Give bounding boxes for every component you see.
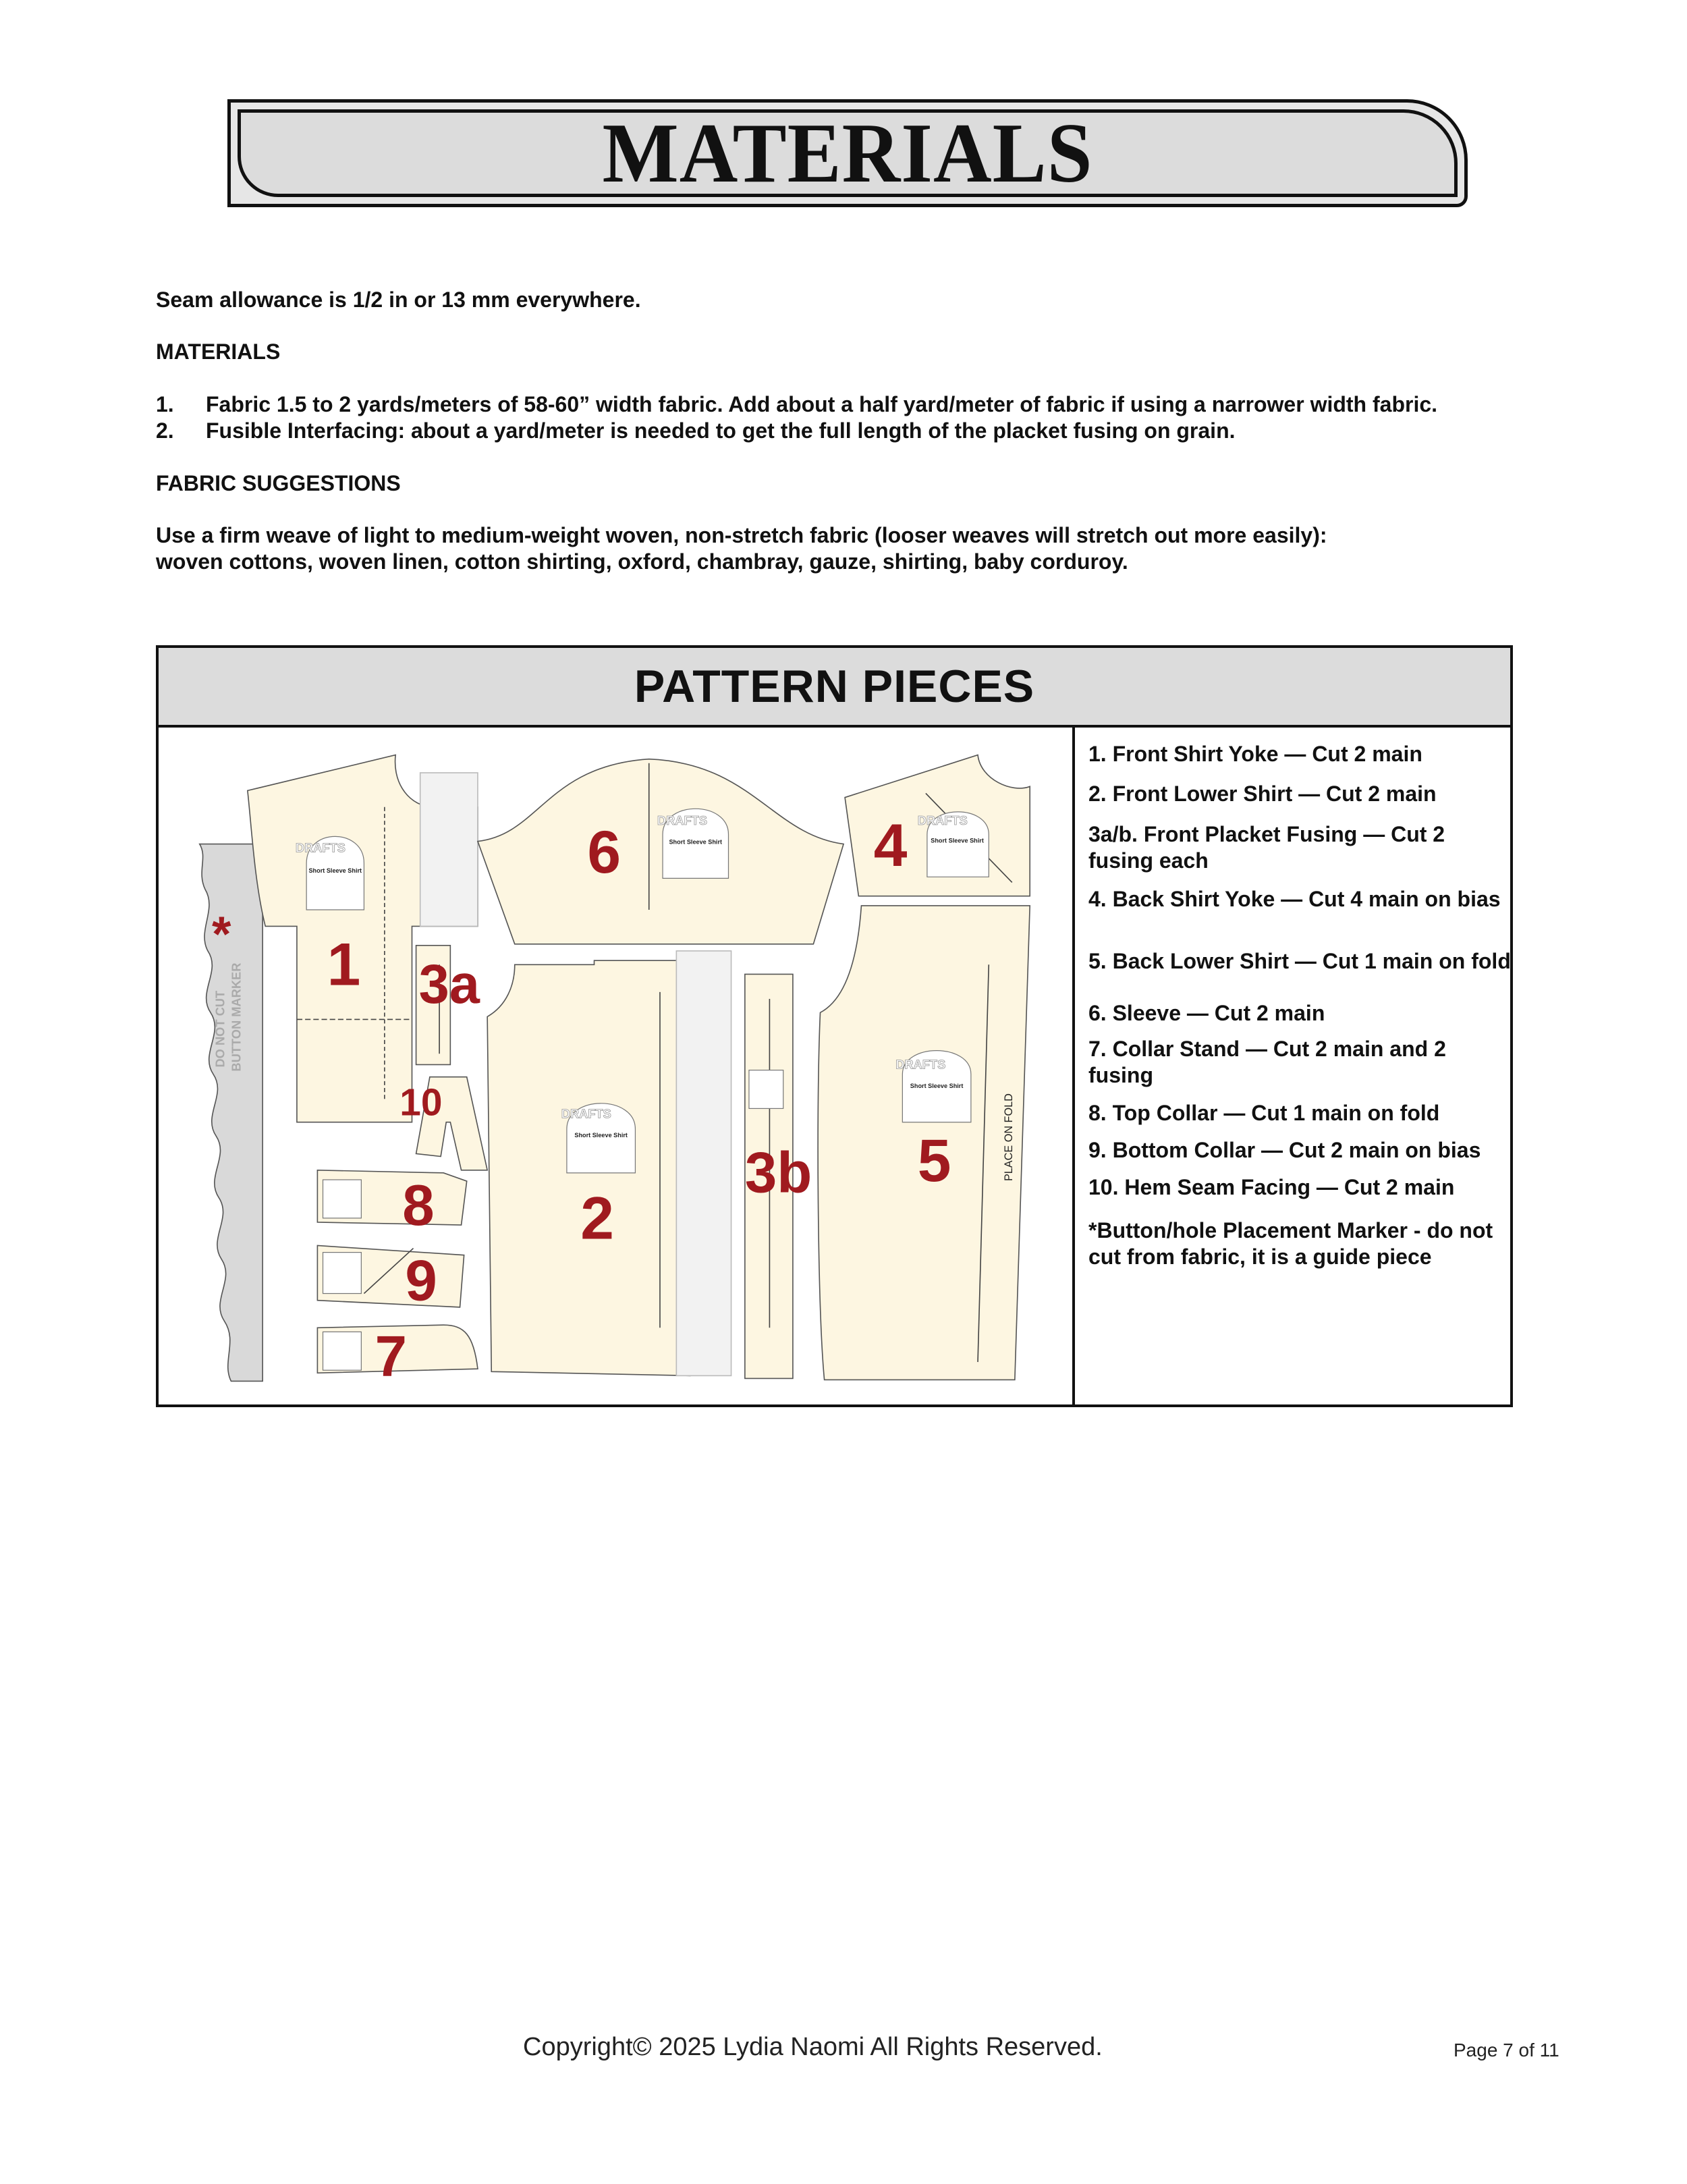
item-text: Fusible Interfacing: about a yard/meter is needed to get the full length of the placket fusing on grain. xyxy=(206,418,1236,443)
materials-item xyxy=(156,418,1236,444)
piece-list-item: 5. Back Lower Shirt — Cut 1 main on fold xyxy=(1088,949,1511,973)
diagram-mark: DRAFTS xyxy=(561,1106,611,1121)
button-marker-note: *Button/hole Placement Marker - do not cut from fabric, it is a guide piece xyxy=(1088,1218,1493,1269)
piece-label-3a: 3a xyxy=(418,954,480,1016)
piece-6-sleeve xyxy=(478,759,844,944)
panel-divider xyxy=(1072,725,1075,1404)
item-number: 1. xyxy=(156,392,174,416)
pattern-layout-diagram xyxy=(159,728,1072,1404)
piece-label-5: 5 xyxy=(917,1126,951,1195)
pattern-pieces-panel xyxy=(156,645,1513,1407)
piece-tag xyxy=(323,1180,362,1218)
piece-list-item: 6. Sleeve — Cut 2 main xyxy=(1088,1001,1325,1025)
piece-list-item: 1. Front Shirt Yoke — Cut 2 main xyxy=(1088,742,1422,766)
tag-title: Short Sleeve Shirt xyxy=(910,1082,964,1089)
piece-label-7: 7 xyxy=(375,1324,408,1389)
seam-allowance-text: Seam allowance is 1/2 in or 13 mm everywhere. xyxy=(156,288,641,312)
tag-title: Short Sleeve Shirt xyxy=(931,837,984,844)
piece-label-2: 2 xyxy=(580,1184,614,1252)
fabric-suggestions-line: woven cottons, woven linen, cotton shirting, oxford, chambray, gauze, shirting, baby corduroy. xyxy=(156,549,1128,574)
piece-list-item: 10. Hem Seam Facing — Cut 2 main xyxy=(1088,1175,1455,1199)
tag-title: Short Sleeve Shirt xyxy=(574,1132,628,1139)
marker-text-do-not-cut: DO NOT CUT xyxy=(213,990,227,1068)
piece-tag xyxy=(323,1253,362,1294)
piece-tag xyxy=(749,1070,783,1109)
diagram-mark: DRAFTS xyxy=(917,813,968,828)
piece-label-6: 6 xyxy=(587,818,621,886)
tag-title: Short Sleeve Shirt xyxy=(669,838,723,846)
piece-list-item: 3a/b. Front Placket Fusing — Cut 2 fusing each xyxy=(1088,822,1445,873)
tag-title: Short Sleeve Shirt xyxy=(308,867,362,875)
piece-list-item: 4. Back Shirt Yoke — Cut 4 main on bias xyxy=(1088,887,1501,911)
piece-3a-fusing-extension xyxy=(420,773,478,926)
diagram-mark: DRAFTS xyxy=(657,813,708,828)
piece-label-8: 8 xyxy=(402,1174,435,1238)
piece-tag xyxy=(323,1332,362,1370)
item-text: Fabric 1.5 to 2 yards/meters of 58-60” width fabric. Add about a half yard/meter of fabric if using a narrower width fabric. xyxy=(206,392,1438,416)
fabric-suggestions-heading: FABRIC SUGGESTIONS xyxy=(156,471,401,495)
piece-list-item: 8. Top Collar — Cut 1 main on fold xyxy=(1088,1101,1440,1125)
item-number: 2. xyxy=(156,418,174,443)
place-on-fold-text: PLACE ON FOLD xyxy=(1002,1093,1015,1182)
piece-label-1: 1 xyxy=(327,930,361,998)
pattern-pieces-title: PATTERN PIECES xyxy=(159,648,1510,728)
piece-list-item: 9. Bottom Collar — Cut 2 main on bias xyxy=(1088,1138,1481,1162)
page-header-banner xyxy=(227,99,1468,207)
diagram-mark: DRAFTS xyxy=(295,840,345,855)
materials-item xyxy=(156,391,1437,418)
piece-list-item: 7. Collar Stand — Cut 2 main and 2 fusing xyxy=(1088,1037,1446,1087)
page-title: MATERIALS xyxy=(602,105,1093,200)
piece-list-item: 2. Front Lower Shirt — Cut 2 main xyxy=(1088,782,1437,806)
fabric-suggestions-line: Use a firm weave of light to medium-weight woven, non-stretch fabric (looser weaves will stretch out more easily): xyxy=(156,523,1327,547)
piece-3b-fusing-extension xyxy=(676,951,731,1375)
marker-asterisk: * xyxy=(212,906,231,962)
piece-label-9: 9 xyxy=(405,1249,437,1313)
diagram-mark: DRAFTS xyxy=(895,1057,946,1072)
marker-text-button-marker: BUTTON MARKER xyxy=(229,962,244,1072)
piece-label-4: 4 xyxy=(873,811,908,879)
piece-label-3b: 3b xyxy=(744,1141,812,1205)
materials-heading: MATERIALS xyxy=(156,339,281,364)
page-header-inner xyxy=(238,105,1458,200)
page-number: Page 7 of 11 xyxy=(1454,2040,1559,2060)
copyright-text: Copyright© 2025 Lydia Naomi All Rights Reserved. xyxy=(523,2033,1103,2061)
piece-label-10: 10 xyxy=(399,1081,443,1124)
